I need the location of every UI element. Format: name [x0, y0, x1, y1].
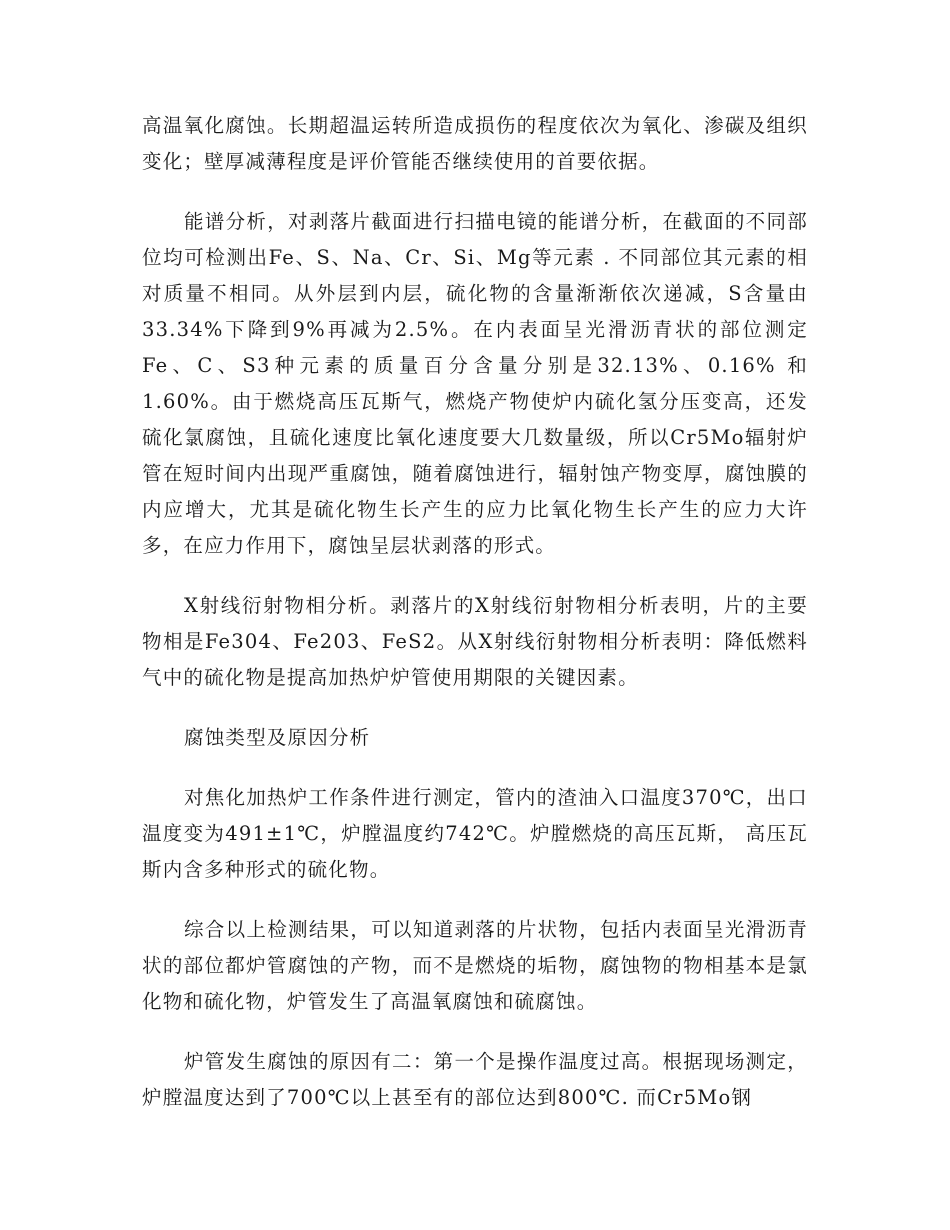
paragraph-xray-diffraction-analysis: X射线衍射物相分析。剥落片的X射线衍射物相分析表明，片的主要物相是Fe304、Fe203、FeS2。从X射线衍射物相分析表明：降低燃料气中的硫化物是提高加热炉炉管使用期限的关键因素。 [142, 594, 808, 689]
section-heading-corrosion-causes: 腐蚀类型及原因分析 [184, 726, 371, 749]
paragraph-summary-results: 综合以上检测结果，可以知道剥落的片状物，包括内表面呈光滑沥青状的部位都炉管腐蚀的产物，而不是燃烧的垢物，腐蚀物的物相基本是氯化物和硫化物，炉管发生了高温氧腐蚀和硫腐蚀。 [142, 918, 808, 1013]
paragraph-high-temp-oxidation: 高温氧化腐蚀。长期超温运转所造成损伤的程度依次为氧化、渗碳及组织变化；壁厚减薄程度是评价管能否继续使用的首要依据。 [142, 114, 808, 173]
document-body [142, 108, 808, 1140]
paragraph-corrosion-reasons: 炉管发生腐蚀的原因有二：第一个是操作温度过高。根据现场测定，炉膛温度达到了700℃以上甚至有的部位达到800℃. 而Cr5Mo钢 [142, 1050, 808, 1109]
paragraph-operating-conditions: 对焦化加热炉工作条件进行测定，管内的渣油入口温度370℃，出口温度变为491±1℃，炉膛温度约742℃。炉膛燃烧的高压瓦斯， 高压瓦斯内含多种形式的硫化物。 [142, 786, 808, 881]
paragraph-energy-spectrum-analysis: 能谱分析，对剥落片截面进行扫描电镜的能谱分析，在截面的不同部位均可检测出Fe、S、Na、Cr、Si、Mg等元素 . 不同部位其元素的相对质量不相同。从外层到内层，硫化物的含量渐渐依次递减，S含量由33.34%下降到9%再减为2.5%。在内表面呈光滑沥青状的部位测定Fe、C、S3种元素的质量百分含量分别是32.13%、0.16% 和1.60%。由于燃烧高压瓦斯气，燃烧产物使炉内硫化氢分压变高，还发硫化氯腐蚀，且硫化速度比氧化速度要大几数量级，所以Cr5Mo辐射炉管在短时间内出现严重腐蚀，随着腐蚀进行，辐射蚀产物变厚，腐蚀膜的内应增大，尤其是硫化物生长产生的应力比氧化物生长产生的应力大许多，在应力作用下，腐蚀呈层状剥落的形式。 [142, 210, 808, 557]
